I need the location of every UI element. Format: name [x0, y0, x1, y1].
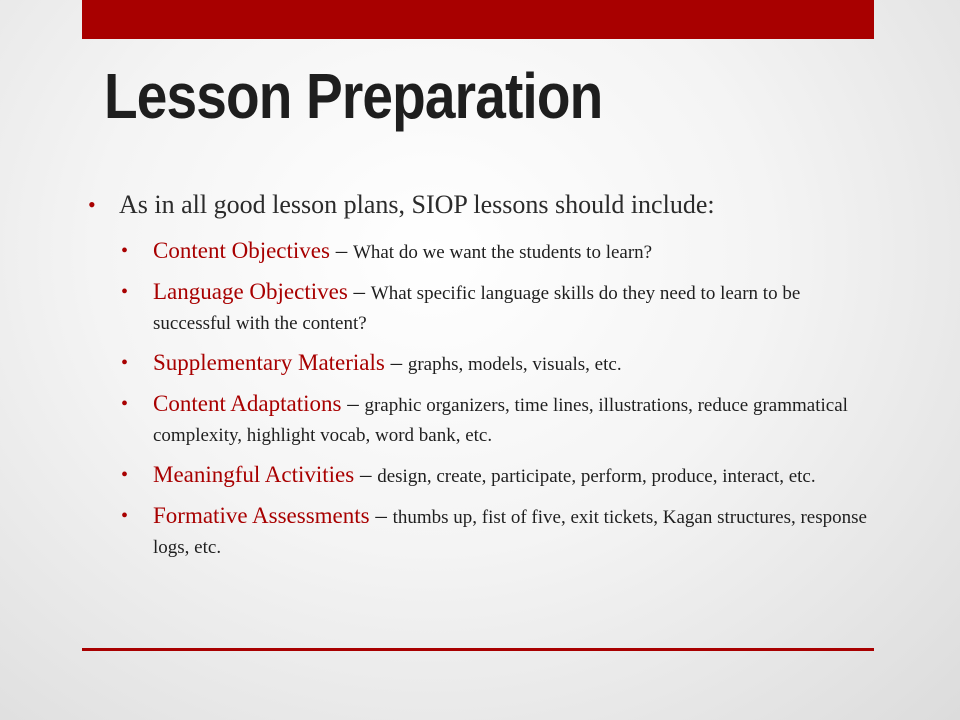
item-dash: –: [384, 350, 408, 375]
list-item: [121, 236, 876, 268]
bullet-icon: •: [121, 352, 129, 374]
item-dash: –: [329, 238, 353, 263]
bullet-icon: •: [121, 281, 129, 303]
bullet-icon: •: [121, 240, 129, 262]
item-term: Language Objectives: [153, 279, 348, 304]
item-description: graphic organizers, time lines, illustrations, reduce grammatical complexity, highlight vocab, word bank, etc.: [153, 395, 848, 446]
item-description: design, create, participate, perform, produce, interact, etc.: [377, 466, 816, 487]
main-bullet-point: [86, 188, 876, 222]
list-item: [121, 460, 876, 492]
item-term: Meaningful Activities: [153, 462, 355, 487]
sub-bullet-list: [86, 236, 876, 563]
item-term: Supplementary Materials: [153, 350, 385, 375]
slide-title: Lesson Preparation: [104, 60, 603, 132]
item-description: What specific language skills do they need to learn to be successful with the content?: [153, 283, 801, 334]
slide-content: [86, 188, 876, 572]
list-item: [121, 389, 876, 451]
top-accent-bar: [82, 0, 874, 39]
main-point-text: As in all good lesson plans, SIOP lessons should include:: [119, 190, 715, 219]
item-term: Content Objectives: [153, 238, 330, 263]
item-term: Content Adaptations: [153, 391, 342, 416]
list-item: [121, 348, 876, 380]
bullet-icon: •: [121, 393, 129, 415]
item-dash: –: [347, 279, 371, 304]
bullet-icon: •: [121, 505, 129, 527]
bottom-accent-line: [82, 648, 874, 651]
item-dash: –: [354, 462, 378, 487]
item-term: Formative Assessments: [153, 503, 370, 528]
list-item: [121, 501, 876, 563]
item-dash: –: [369, 503, 393, 528]
bullet-icon: •: [88, 192, 96, 217]
bullet-icon: •: [121, 464, 129, 486]
item-description: thumbs up, fist of five, exit tickets, Kagan structures, response logs, etc.: [153, 507, 867, 558]
list-item: [121, 277, 876, 339]
item-dash: –: [341, 391, 365, 416]
item-description: What do we want the students to learn?: [352, 242, 653, 263]
item-description: graphs, models, visuals, etc.: [407, 354, 622, 375]
